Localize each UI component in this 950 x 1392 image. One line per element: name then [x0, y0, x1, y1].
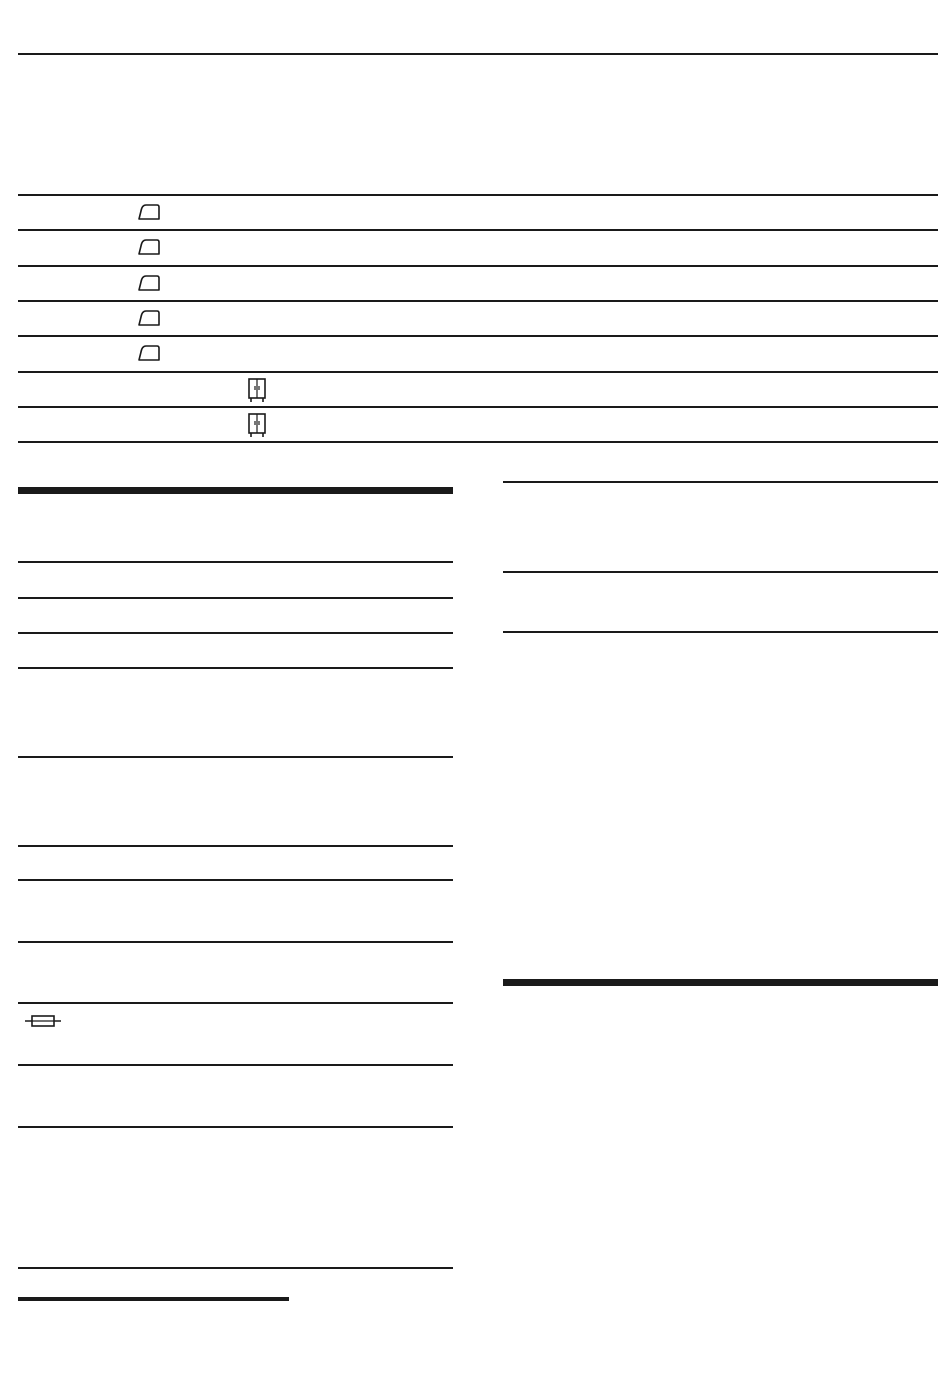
iron-icon — [137, 274, 161, 292]
iron-icon — [137, 238, 161, 256]
table-row-rule — [18, 371, 938, 373]
iron-icon — [137, 309, 161, 327]
list-item-rule — [18, 756, 453, 758]
table-bottom-rule — [18, 441, 938, 443]
section-heading — [18, 500, 453, 520]
table-top-rule — [18, 53, 938, 55]
wardrobe-icon — [247, 412, 267, 438]
section-heading — [503, 992, 938, 1012]
list-item-rule — [18, 941, 453, 943]
list-item-rule — [18, 879, 453, 881]
list-item-rule — [18, 1002, 453, 1004]
list-item-rule — [18, 632, 453, 634]
footer-rule — [18, 1297, 289, 1301]
list-item-rule — [18, 561, 453, 563]
iron-icon — [137, 344, 161, 362]
list-item-rule — [18, 1267, 453, 1269]
table-row-rule — [18, 265, 938, 267]
list-item-rule — [18, 845, 453, 847]
wardrobe-icon — [247, 377, 267, 403]
list-item-rule — [18, 667, 453, 669]
table-row-rule — [18, 300, 938, 302]
section-heading-bar — [18, 487, 453, 494]
table-row-rule — [18, 335, 938, 337]
table-header-rule — [18, 194, 938, 196]
table-row-rule — [18, 229, 938, 231]
list-item-rule — [18, 1126, 453, 1128]
list-item-rule — [18, 597, 453, 599]
list-item-rule — [503, 631, 938, 633]
list-item-rule — [503, 481, 938, 483]
list-item-rule — [18, 1064, 453, 1066]
list-item-rule — [503, 571, 938, 573]
table-row-rule — [18, 406, 938, 408]
fuse-icon — [24, 1013, 62, 1029]
section-heading-bar — [503, 979, 938, 986]
iron-icon — [137, 203, 161, 221]
